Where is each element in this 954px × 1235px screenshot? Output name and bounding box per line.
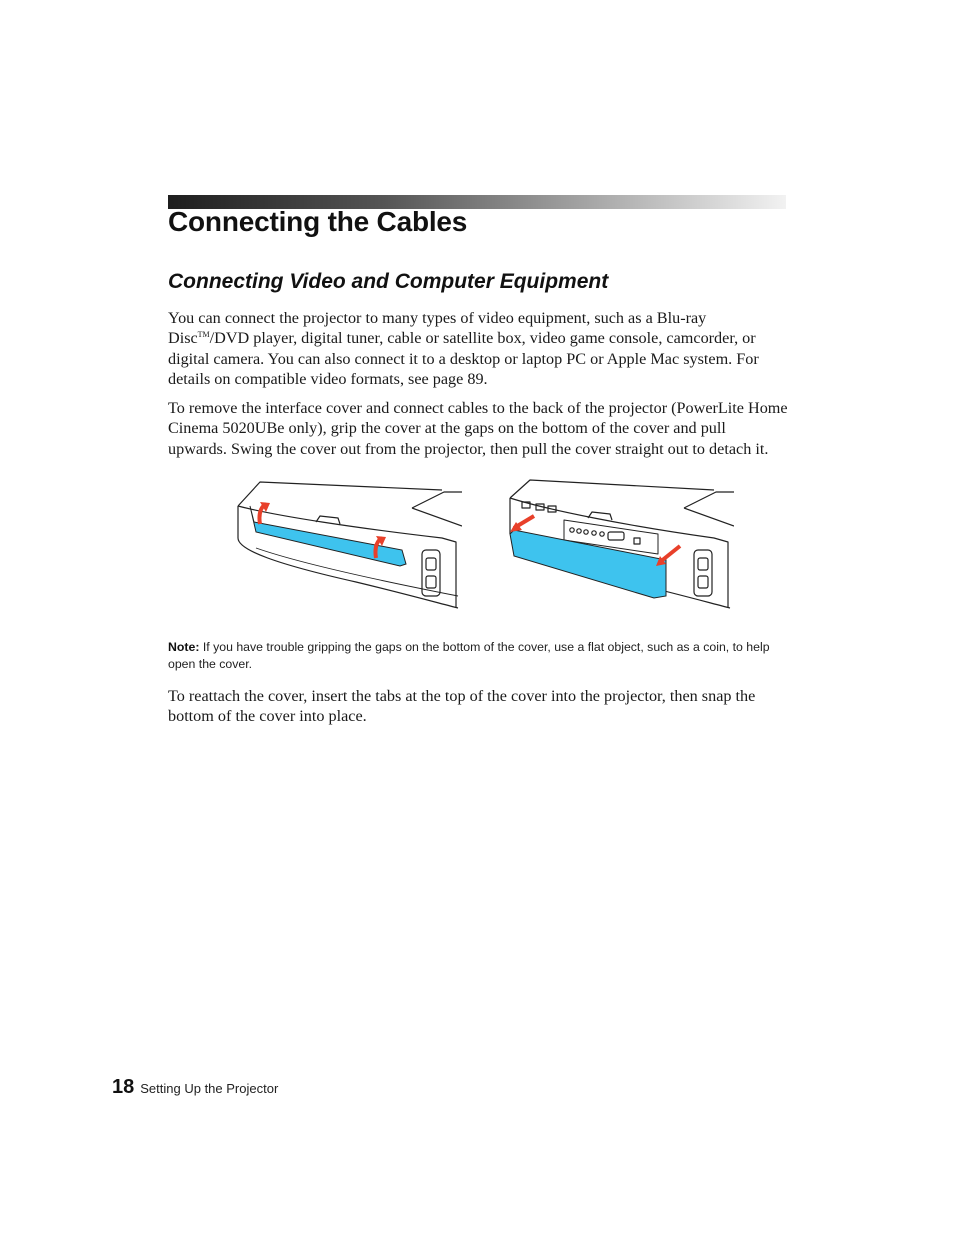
footer-chapter-title: Setting Up the Projector [140, 1081, 279, 1096]
note-text: If you have trouble gripping the gaps on the bottom of the cover, use a flat object, such as a coin, to help open the cover. [168, 640, 770, 671]
trademark-symbol: TM [197, 330, 210, 340]
note-box [168, 639, 778, 673]
intro-paragraph [168, 308, 788, 389]
projector-cover-pull-up-image [236, 476, 462, 611]
page-footer [112, 1076, 278, 1099]
reattach-cover-paragraph: To reattach the cover, insert the tabs at the top of the cover into the projector, then snap the bottom of the cover into place. [168, 687, 756, 726]
section-title: Connecting the Cables [168, 206, 468, 237]
subsection-title: Connecting Video and Computer Equipment [168, 270, 609, 293]
remove-cover-paragraph: To remove the interface cover and connect cables to the back of the projector (PowerLite Home Cinema 5020UBe only), grip the cover at the gaps on the bottom of the cover and pull upwards. Swing the cover out from the projector, then pull the cover straight out to detach it. [168, 399, 788, 458]
projector-cover-detached-image [508, 476, 734, 611]
intro-text-start: You can connect the projector to many types of video equipment, such as a Blu-ray Disc [168, 309, 707, 348]
intro-text-end: /DVD player, digital tuner, cable or satellite box, video game console, camcorder, or digital camera. You can also connect it to a desktop or laptop PC or Apple Mac system. For details on compatible video formats, see page 89. [168, 329, 759, 388]
note-label: Note: [168, 640, 200, 654]
cover-removal-illustration [236, 476, 736, 611]
page-number: 18 [112, 1076, 135, 1098]
